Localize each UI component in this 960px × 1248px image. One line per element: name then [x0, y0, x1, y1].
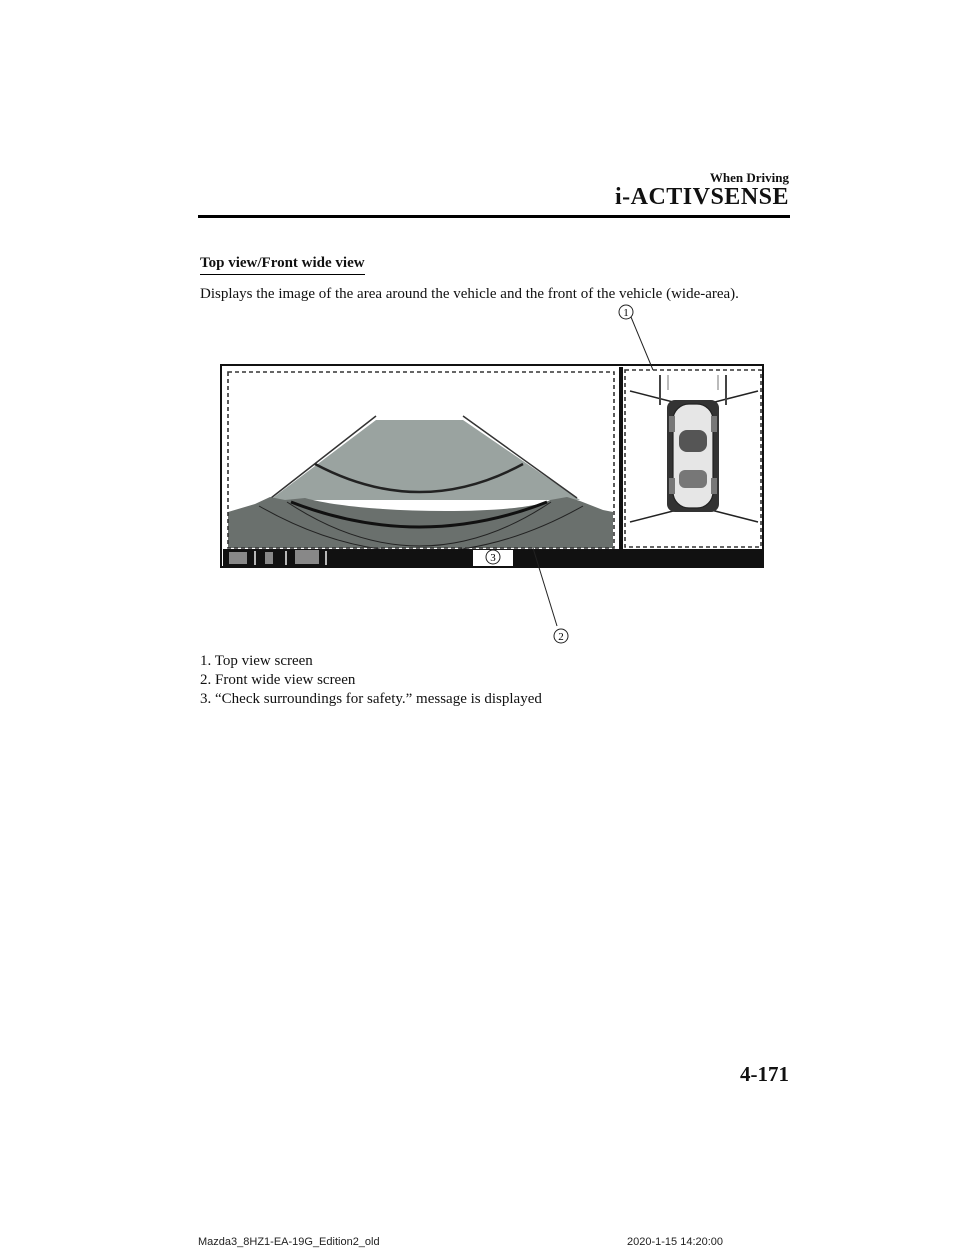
- legend-item-top-view: 1. Top view screen: [200, 653, 313, 669]
- figure-legend: [200, 652, 542, 709]
- header-section-label: When Driving: [709, 170, 789, 185]
- callout-1: 1: [623, 307, 629, 319]
- section-title: Top view/Front wide view: [200, 255, 365, 275]
- callout-2: 2: [558, 631, 564, 643]
- legend-item-front-wide-view: 2. Front wide view screen: [200, 672, 356, 688]
- page-number: 4-171: [740, 1062, 789, 1086]
- intro-paragraph: Displays the image of the area around the vehicle and the front of the vehicle (wide-area).: [200, 286, 739, 302]
- legend-item-safety-message: 3. “Check surroundings for safety.” message is displayed: [200, 691, 542, 707]
- footer-timestamp: 2020-1-15 14:20:00: [627, 1236, 724, 1248]
- header-divider: [198, 215, 790, 218]
- callout-3: 3: [490, 552, 496, 564]
- chapter-title: i-ACTIVSENSE: [614, 184, 789, 210]
- camera-screen-figure: [195, 300, 770, 650]
- footer-doc-id: Mazda3_8HZ1-EA-19G_Edition2_old: [198, 1236, 380, 1248]
